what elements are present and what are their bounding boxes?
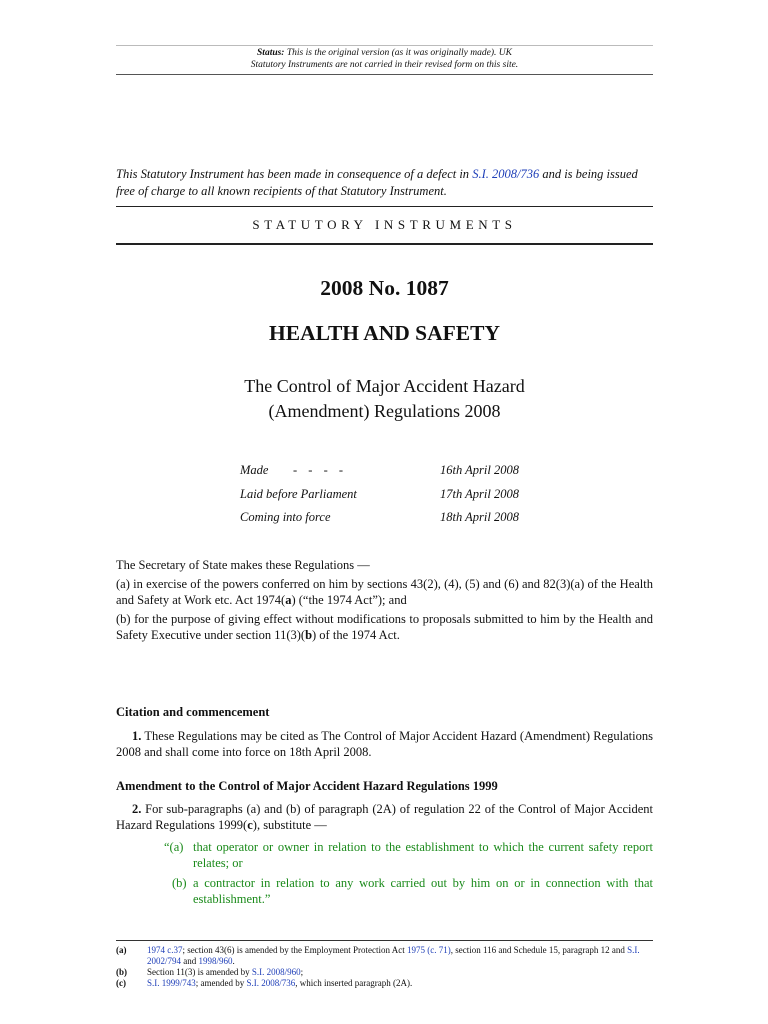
section1-number: 1. [132, 729, 142, 743]
subject-heading: HEALTH AND SAFETY [269, 321, 500, 345]
date-row-in-force [240, 510, 540, 534]
section2-number: 2. [132, 802, 142, 816]
defect-notice-text: This Statutory Instrument has been made in consequence of a defect in [116, 167, 473, 181]
sub-b-text: a contractor in relation to any work carried out by him on or in connection with that establishment.” [193, 876, 653, 906]
defect-notice [116, 166, 653, 200]
date-value: 18th April 2008 [440, 510, 519, 524]
date-value: 16th April 2008 [440, 463, 519, 477]
footnote-text: , which inserted paragraph (2A). [295, 978, 413, 988]
footnote-text: ; amended by [195, 978, 247, 988]
section1-text: These Regulations may be cited as The Control of Major Accident Hazard (Amendment) Regulations 2008 and shall come into force on 18th April 2008. [116, 729, 653, 759]
footnote-text: ; section 43(6) is amended by the Employment Protection Act [182, 945, 407, 955]
footnote-letter: (c) [116, 978, 126, 988]
status-label: Status: [257, 48, 285, 58]
preamble-a-text-end: ) (“the 1974 Act”); and [291, 593, 407, 607]
footnote-link[interactable]: 1998/960 [198, 956, 233, 966]
date-dashes: - - - - [293, 463, 348, 477]
footnote-text: Section 11(3) is amended by [147, 967, 252, 977]
sub-b-tag: (b) [172, 876, 187, 890]
dates-table [240, 463, 540, 534]
footnote-ref-c: c [247, 818, 253, 832]
regulation-title-line2: (Amendment) Regulations 2008 [268, 401, 501, 421]
defect-notice-text-end: and is being issued free of charge to all known recipients of that Statutory Instrument. [116, 167, 638, 198]
section2-paragraph [116, 801, 653, 833]
footnote-text: and [181, 956, 199, 966]
footnote-text: ; [300, 967, 304, 977]
footnote-text: , section 116 and Schedule 15, paragraph 12 and [450, 945, 628, 955]
status-text-line2: Statutory Instruments are not carried in their revised form on this site. [250, 60, 519, 70]
section2-heading: Amendment to the Control of Major Accident Hazard Regulations 1999 [116, 779, 498, 793]
defect-si-link[interactable]: S.I. 2008/736 [472, 167, 540, 181]
preamble-intro: The Secretary of State makes these Regulations — [116, 558, 370, 572]
section2-text-end: ), substitute — [252, 818, 327, 832]
preamble-b-text-end: ) of the 1974 Act. [312, 628, 400, 642]
date-value: 17th April 2008 [440, 486, 519, 501]
si-number: 2008 No. 1087 [320, 276, 449, 300]
section1-paragraph [116, 728, 653, 760]
section2-text: For sub-paragraphs (a) and (b) of paragraph (2A) of regulation 22 of the Control of Major Accident Hazard Regulations 1999( [116, 802, 653, 832]
sub-a-text: that operator or owner in relation to the establishment to which the current safety report relates; or [193, 840, 653, 870]
footnote-b [116, 967, 653, 978]
footnote-ref-b: b [305, 628, 313, 642]
footnote-a [116, 945, 653, 967]
preamble [116, 557, 653, 646]
status-notice [116, 45, 653, 75]
regulation-title-line1: The Control of Major Accident Hazard [244, 376, 525, 396]
preamble-a [116, 576, 653, 608]
footnote-text: . [232, 956, 235, 966]
date-label: Coming into force [240, 510, 331, 524]
status-text-line1: This is the original version (as it was originally made). UK [286, 48, 512, 58]
date-row-made [240, 463, 540, 487]
date-label: Made [240, 463, 269, 477]
date-row-laid [240, 487, 540, 511]
footnote-link[interactable]: S.I. 2002/794 [147, 945, 640, 966]
footnote-link[interactable]: S.I. 2008/960 [251, 967, 301, 977]
series-title: STATUTORY INSTRUMENTS [252, 217, 517, 232]
date-label: Laid before Parliament [240, 486, 357, 501]
footnotes [116, 945, 653, 989]
sub-a-tag: “(a) [164, 840, 184, 854]
regulation-title [116, 374, 653, 424]
footnote-ref-a: a [285, 593, 292, 607]
sub-paragraph-b [164, 875, 653, 907]
footnote-divider [116, 940, 653, 941]
sub-paragraph-a [164, 839, 653, 871]
footnote-link[interactable]: S.I. 2008/736 [246, 978, 296, 988]
footnote-link[interactable]: 1975 (c. 71) [406, 945, 451, 955]
footnote-link[interactable]: S.I. 1999/743 [147, 978, 196, 988]
footnote-c [116, 978, 653, 989]
footnote-letter: (a) [116, 945, 127, 955]
footnote-letter: (b) [116, 967, 127, 977]
preamble-a-text: (a) in exercise of the powers conferred on him by sections 43(2), (4), (5) and (6) and 82(3)(a) of the Health and Safety at Work etc. Act 1974( [116, 577, 653, 607]
series-band [116, 206, 653, 245]
footnote-link[interactable]: 1974 c.37 [147, 945, 183, 955]
section1-heading: Citation and commencement [116, 705, 270, 719]
preamble-b-text: (b) for the purpose of giving effect without modifications to proposals submitted to him by the Health and Safety Executive under section 11(3)( [116, 612, 653, 642]
preamble-b [116, 611, 653, 643]
